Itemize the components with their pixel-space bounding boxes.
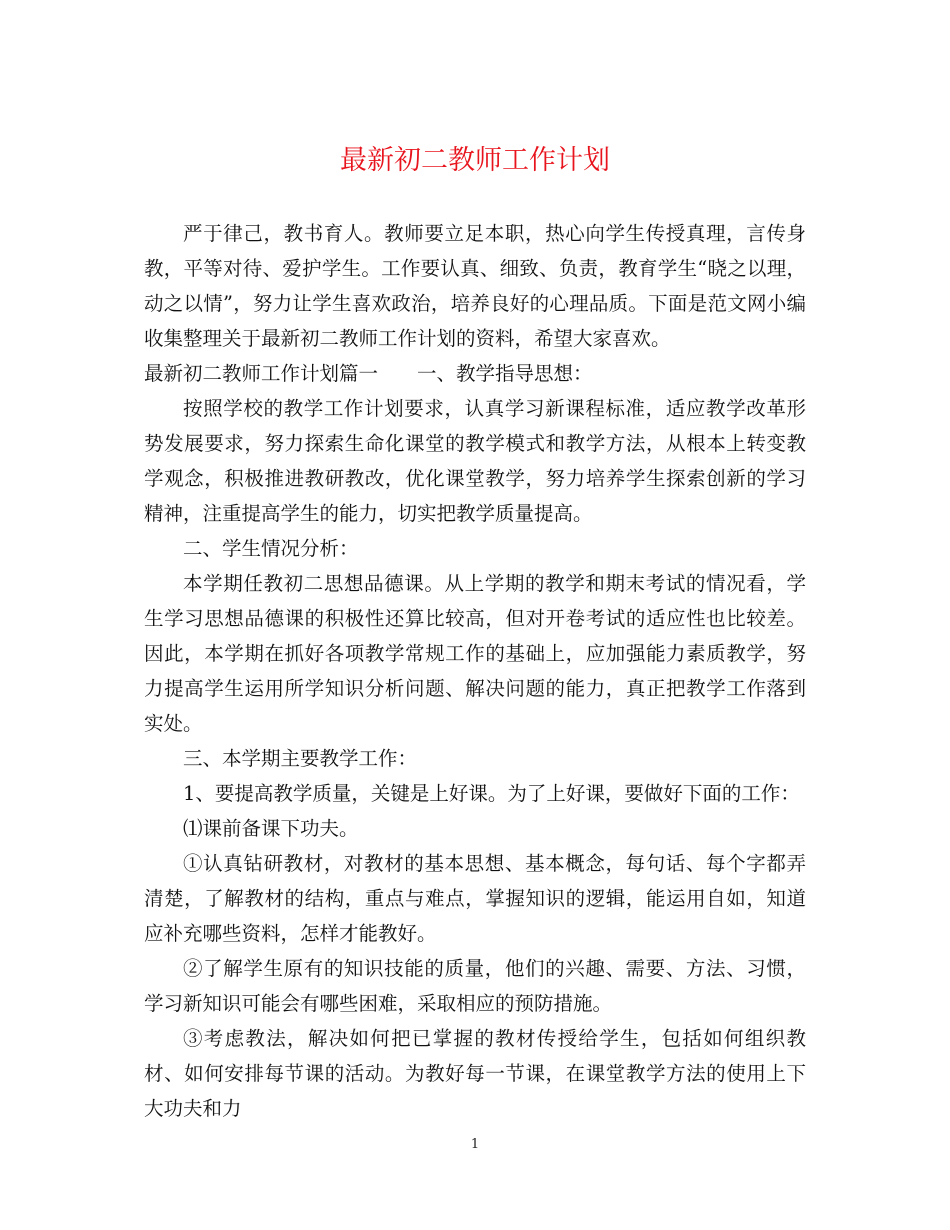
main-work-heading: 三、本学期主要教学工作：: [183, 747, 418, 770]
document-body: [144, 216, 806, 1126]
lesson-prep-item-2: ②了解学生原有的知识技能的质量，他们的兴趣、需要、方法、习惯，学习新知识可能会有哪些困难，采取相应的预防措施。: [144, 957, 806, 1015]
intro-paragraph: 严于律己，教书育人。教师要立足本职，热心向学生传授真理，言传身教，平等对待、爱护学生。工作要认真、细致、负责，教育学生“晓之以理，动之以情”，努力让学生喜欢政治，培养良好的心理品质。下面是范文网小编收集整理关于最新初二教师工作计划的资料，希望大家喜欢。: [144, 222, 806, 350]
student-analysis-heading: 二、学生情况分析：: [183, 537, 359, 560]
work-item-1: 1、要提高教学质量，关键是上好课。为了上好课，要做好下面的工作：: [183, 782, 800, 805]
lesson-prep-heading: ⑴课前备课下功夫。: [183, 817, 359, 840]
teaching-guidance-paragraph: 按照学校的教学工作计划要求，认真学习新课程标准，适应教学改革形势发展要求，努力探索生命化课堂的教学模式和教学方法，从根本上转变教学观念，积极推进教研教改，优化课堂教学，努力培养学生探索创新的学习精神，注重提高学生的能力，切实把教学质量提高。: [144, 397, 806, 525]
lesson-prep-item-1: ①认真钻研教材，对教材的基本思想、基本概念，每句话、每个字都弄清楚，了解教材的结构，重点与难点，掌握知识的逻辑，能运用自如，知道应补充哪些资料，怎样才能教好。: [144, 852, 806, 945]
student-analysis-paragraph: 本学期任教初二思想品德课。从上学期的教学和期末考试的情况看，学生学习思想品德课的积极性还算比较高，但对开卷考试的适应性也比较差。因此，本学期在抓好各项教学常规工作的基础上，应加强能力素质教学，努力提高学生运用所学知识分析问题、解决问题的能力，真正把教学工作落到实处。: [144, 572, 806, 735]
page-number: 1: [470, 1137, 480, 1152]
document-title: 最新初二教师工作计划: [340, 145, 610, 176]
section-heading-part-one: 最新初二教师工作计划篇一 一、教学指导思想：: [144, 362, 593, 385]
lesson-prep-item-3: ③考虑教法，解决如何把已掌握的教材传授给学生，包括如何组织教材、如何安排每节课的活动。为教好每一节课，在课堂教学方法的使用上下大功夫和力: [144, 1027, 806, 1120]
